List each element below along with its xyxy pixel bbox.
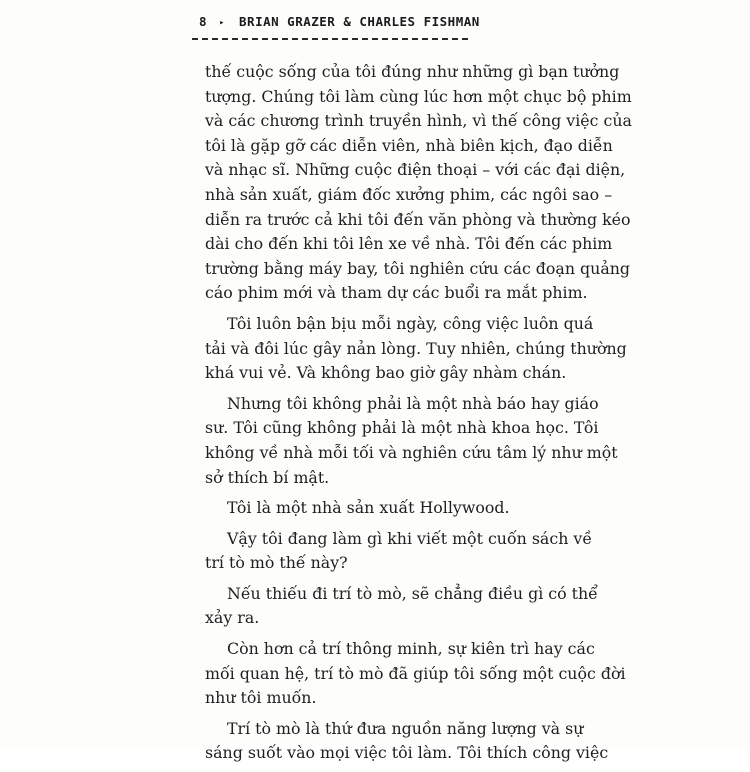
paragraph — [205, 527, 593, 576]
header-dashed-rule — [192, 38, 468, 40]
text-line: tượng. Chúng tôi làm cùng lúc hơn một chục bộ phim — [205, 86, 632, 106]
text-line: không về nhà mỗi tối và nghiên cứu tâm lý như một — [205, 442, 618, 462]
paragraph — [205, 312, 627, 386]
header-authors: BRIAN GRAZER & CHARLES FISHMAN — [239, 14, 480, 29]
text-line: Vậy tôi đang làm gì khi viết một cuốn sách về — [227, 528, 593, 548]
text-line: sáng suốt vào mọi việc tôi làm. Tôi thích công việc — [205, 743, 609, 763]
paragraph — [205, 717, 609, 766]
text-line: xảy ra. — [205, 608, 260, 628]
text-line: cáo phim mới và tham dự các buổi ra mắt phim. — [205, 283, 588, 303]
text-line: diễn ra trước cả khi tôi đến văn phòng và thường kéo — [205, 209, 631, 229]
text-line: Tôi luôn bận bịu mỗi ngày, công việc luôn quá — [227, 313, 594, 333]
text-line: nhà sản xuất, giám đốc xưởng phim, các ngôi sao – — [205, 184, 613, 204]
text-line: Nhưng tôi không phải là một nhà báo hay giáo — [227, 393, 599, 413]
text-line: tôi là gặp gỡ các diễn viên, nhà biên kịch, đạo diễn — [205, 135, 613, 155]
text-line: mối quan hệ, trí tò mò đã giúp tôi sống một cuộc đời — [205, 663, 626, 683]
text-line: trí tò mò thế này? — [205, 553, 348, 573]
text-line: Còn hơn cả trí thông minh, sự kiên trì hay các — [227, 639, 595, 659]
text-line: Nếu thiếu đi trí tò mò, sẽ chẳng điều gì có thể — [227, 583, 598, 603]
text-line: và nhạc sĩ. Những cuộc điện thoại – với các đại diện, — [205, 160, 626, 180]
body-text — [205, 60, 632, 772]
paragraph — [205, 60, 632, 306]
text-line: thế cuộc sống của tôi đúng như những gì bạn tưởng — [205, 62, 620, 81]
arrow-icon: ▸ — [219, 18, 225, 28]
text-line: khá vui vẻ. Và không bao giờ gây nhàm chán. — [205, 363, 567, 383]
paragraph — [205, 637, 626, 711]
text-line: như tôi muốn. — [205, 688, 317, 708]
paragraph — [205, 496, 555, 521]
text-line: dài cho đến khi tôi lên xe về nhà. Tôi đến các phim — [205, 234, 613, 254]
text-line: sư. Tôi cũng không phải là một nhà khoa học. Tôi — [205, 418, 599, 438]
page-number: 8 — [199, 14, 208, 29]
running-header — [199, 14, 489, 36]
text-line: và các chương trình truyền hình, vì thế công việc của — [205, 111, 632, 131]
paragraph — [205, 392, 618, 490]
text-line: trường bằng máy bay, tôi nghiên cứu các đoạn quảng — [205, 258, 631, 278]
text-line: sở thích bí mật. — [205, 467, 330, 487]
text-line: Trí tò mò là thứ đưa nguồn năng lượng và sự — [227, 718, 584, 738]
text-line: tải và đôi lúc gây nản lòng. Tuy nhiên, chúng thường — [205, 338, 627, 358]
text-line: Tôi là một nhà sản xuất Hollywood. — [227, 498, 510, 518]
paragraph — [205, 582, 598, 631]
